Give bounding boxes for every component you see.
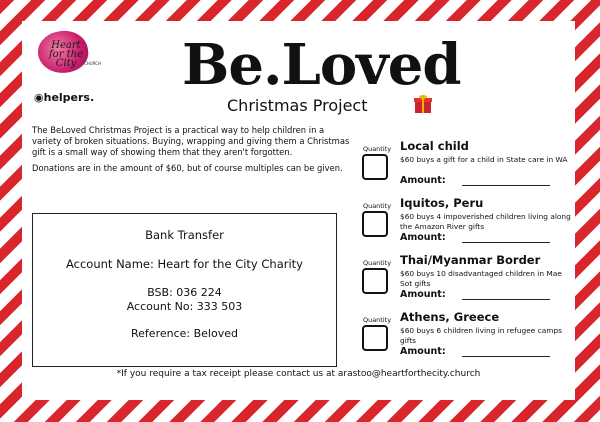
page-subtitle: Christmas Project [227,96,368,115]
option-title: Iquitos, Peru [400,196,484,210]
quantity-box-athens[interactable] [362,325,388,351]
option-title: Thai/Myanmar Border [400,253,541,267]
bank-transfer-box [32,213,337,367]
helpers-logo: ◉helpers. [34,91,95,104]
amount-field-iquitos[interactable] [462,242,550,243]
option-title: Athens, Greece [400,310,500,324]
option-title: Local child [400,139,469,153]
quantity-label: Quantity [362,202,392,210]
option-local-child [358,139,573,196]
logo-church-text: CHURCH [84,61,102,66]
bsb-number: BSB: 036 224 [147,286,222,299]
gift-icon [414,95,432,113]
heart-for-the-city-logo [32,31,102,104]
intro-paragraph-1: The BeLoved Christmas Project is a practical way to help children in a variety of broken situations. Buying, wrapping and giving them a Christmas gift is a small way of showing them that they aren't forgotten. [32,125,350,157]
amount-label: Amount: [400,346,446,357]
amount-label: Amount: [400,232,446,243]
bank-heading: Bank Transfer [145,228,224,242]
quantity-box-iquitos[interactable] [362,211,388,237]
option-thai-myanmar-border [358,253,573,310]
option-description: $60 buys 4 impoverished children living along the Amazon River gifts [400,212,571,231]
amount-label: Amount: [400,289,446,300]
page-title: Be.Loved [182,32,461,98]
payment-reference: Reference: Beloved [131,327,238,340]
amount-field-local-child[interactable] [462,185,550,186]
option-description: $60 buys 6 children living in refugee camps gifts [400,326,562,345]
donation-options [358,139,573,367]
bank-numbers [33,286,336,314]
quantity-label: Quantity [362,259,392,267]
amount-field-athens[interactable] [462,356,550,357]
option-description: $60 buys a gift for a child in State care in WA [400,155,568,164]
quantity-label: Quantity [362,145,392,153]
quantity-box-thai-myanmar[interactable] [362,268,388,294]
intro-paragraph-2: Donations are in the amount of $60, but of course multiples can be given. [32,163,343,173]
tax-receipt-note: *If you require a tax receipt please contact us at arastoo@heartforthecity.church [116,369,481,379]
flyer-card [22,21,575,400]
helpers-text: helpers. [43,91,95,104]
amount-field-thai-myanmar[interactable] [462,299,550,300]
option-athens-greece [358,310,573,367]
intro-text [32,125,352,179]
quantity-box-local-child[interactable] [362,154,388,180]
quantity-label: Quantity [362,316,392,324]
option-iquitos-peru [358,196,573,253]
amount-label: Amount: [400,175,446,186]
option-description: $60 buys 10 disadvantaged children in Mae Sot gifts [400,269,562,288]
account-name: Account Name: Heart for the City Charity [65,257,303,271]
logo-script-text: Heart for the City [48,40,84,69]
account-number: Account No: 333 503 [126,300,243,313]
